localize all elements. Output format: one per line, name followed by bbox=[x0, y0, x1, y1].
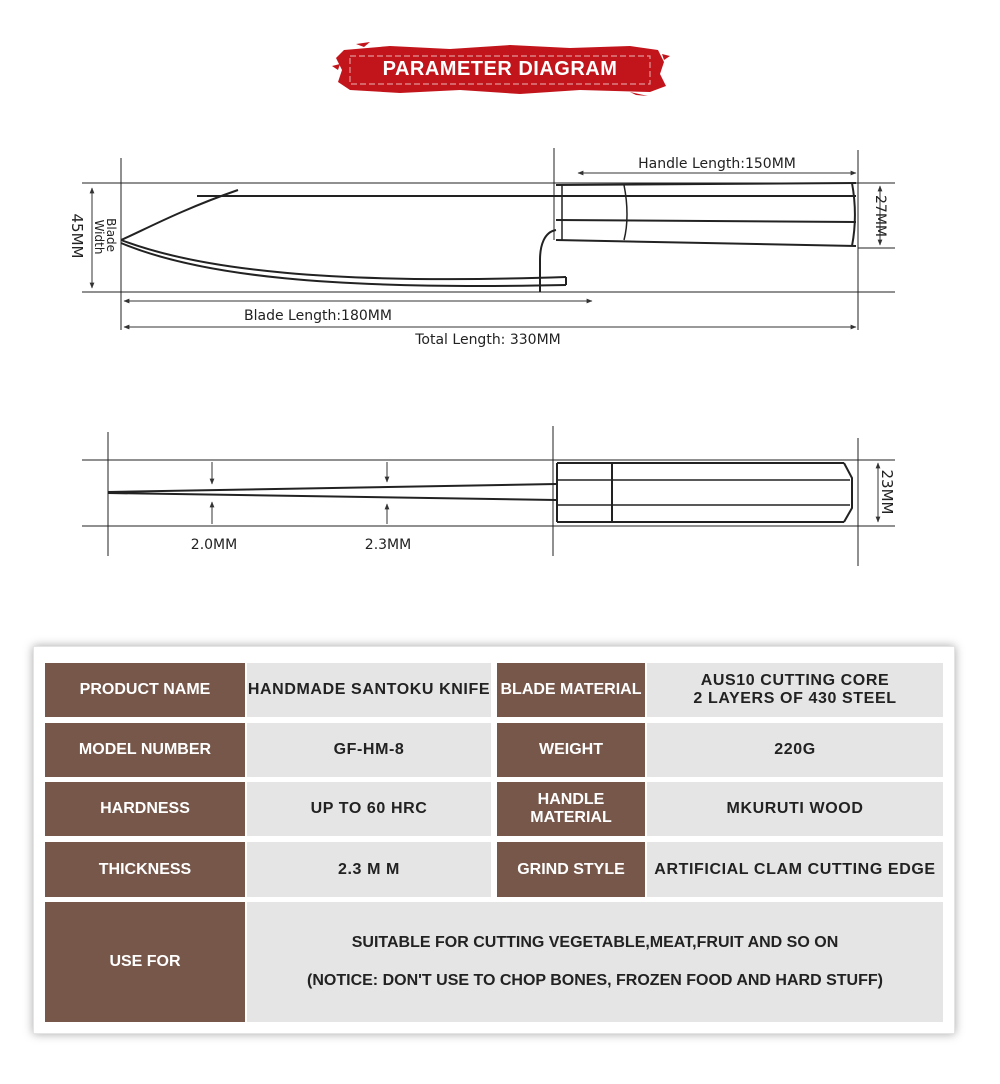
thickness-2mm-label: 2.0MM bbox=[190, 537, 238, 553]
thickness-2-3mm-label: 2.3MM bbox=[364, 537, 412, 553]
blade-width-label-line2: Width bbox=[92, 219, 106, 255]
knife-side-view bbox=[82, 148, 895, 330]
handle-material-label: HANDLE MATERIAL bbox=[497, 782, 645, 836]
grind-style-value: ARTIFICIAL CLAM CUTTING EDGE bbox=[647, 842, 943, 897]
handle-thickness-label: 23MM bbox=[878, 469, 896, 515]
specification-table bbox=[33, 646, 955, 1034]
banner-title: PARAMETER DIAGRAM bbox=[382, 57, 618, 80]
total-length-label: Total Length: 330MM bbox=[415, 332, 561, 348]
blade-width-value: 45MM bbox=[68, 213, 86, 259]
handle-height-label: 27MM bbox=[872, 195, 888, 237]
hardness-value: UP TO 60 HRC bbox=[247, 782, 491, 836]
blade-width-label bbox=[92, 218, 118, 256]
blade-material-label: BLADE MATERIAL bbox=[497, 663, 645, 717]
thickness-label: THICKNESS bbox=[45, 842, 245, 897]
blade-length-label: Blade Length:180MM bbox=[244, 308, 392, 324]
blade-material-value-line2: 2 LAYERS OF 430 STEEL bbox=[693, 690, 897, 707]
use-for-line1: SUITABLE FOR CUTTING VEGETABLE,MEAT,FRUIT AND SO ON bbox=[351, 934, 839, 952]
use-for-value bbox=[247, 902, 943, 1022]
handle-length-label: Handle Length:150MM bbox=[638, 156, 796, 172]
use-for-line2: (NOTICE: DON'T USE TO CHOP BONES, FROZEN FOOD AND HARD STUFF) bbox=[307, 972, 883, 989]
grind-style-label: GRIND STYLE bbox=[497, 842, 645, 897]
product-name-value: HANDMADE SANTOKU KNIFE bbox=[247, 663, 491, 717]
model-number-value: GF-HM-8 bbox=[247, 723, 491, 777]
blade-width-label-line1: Blade bbox=[104, 218, 118, 253]
use-for-label: USE FOR bbox=[45, 902, 245, 1022]
blade-material-value-line1: AUS10 CUTTING CORE bbox=[700, 672, 890, 690]
weight-value: 220G bbox=[647, 723, 943, 777]
product-name-label: PRODUCT NAME bbox=[45, 663, 245, 717]
hardness-label: HARDNESS bbox=[45, 782, 245, 836]
model-number-label: MODEL NUMBER bbox=[45, 723, 245, 777]
blade-material-value bbox=[647, 663, 943, 717]
thickness-value: 2.3 M M bbox=[247, 842, 491, 897]
weight-label: WEIGHT bbox=[497, 723, 645, 777]
handle-material-value: MKURUTI WOOD bbox=[647, 782, 943, 836]
